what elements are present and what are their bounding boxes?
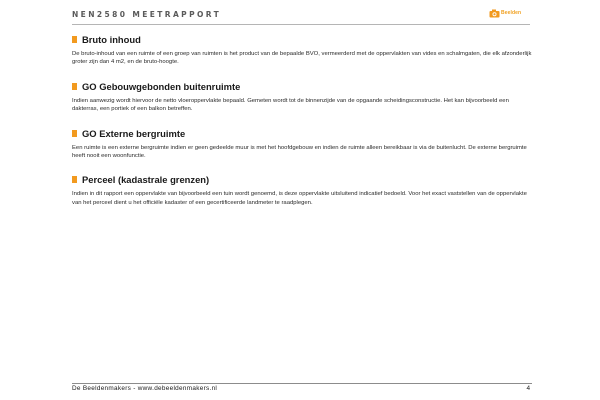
company-logo: [489, 8, 530, 19]
page-number: 4: [526, 385, 530, 392]
footer-company-url: De Beeldenmakers - www.debeeldenmakers.nl: [72, 385, 218, 392]
section-heading: [72, 173, 532, 187]
footer-divider: [72, 383, 532, 384]
section-title: Bruto inhoud: [82, 34, 141, 45]
page-header: [72, 10, 530, 24]
section-title: GO Externe bergruimte: [82, 127, 186, 139]
document-title: NEN2580 MEETRAPPORT: [72, 10, 222, 19]
orange-bullet-icon: [72, 176, 77, 183]
header-divider: [72, 24, 530, 25]
section-body: Een ruimte is een externe bergruimte indien er geen gedeelde muur is met het hoofdgebouw en indien de ruimte alleen bereikbaar is via de buitenlucht. De externe bergruimte heeft nooit een woonfunctie.: [72, 144, 527, 160]
section-bruto-inhoud: [72, 33, 532, 67]
orange-bullet-icon: [72, 83, 77, 90]
camera-icon: [489, 9, 500, 18]
section-heading: [72, 33, 532, 47]
logo-wordmark: Beelden: [501, 10, 522, 16]
section-perceel: [72, 173, 532, 207]
orange-bullet-icon: [72, 130, 77, 137]
section-body: Indien aanwezig wordt hiervoor de netto vloeroppervlakte bepaald. Gemeten wordt tot de binnenzijde van de opgaande scheidingsconstructie. Het kan bijvoorbeeld een dakterras, een portiek of een balkon betreffen.: [72, 97, 509, 113]
section-externe-bergruimte: [72, 127, 532, 161]
report-content: [72, 33, 532, 220]
section-body: De bruto-inhoud van een ruimte of een groep van ruimten is het product van de bepaalde BVO, vermeerderd met de oppervlakten van vides en schalmgaten, die elk afzonderlijk groter zijn dan 4 m2, en de bruto-hoogte.: [72, 51, 532, 66]
section-heading: [72, 80, 532, 94]
section-heading: [72, 127, 532, 141]
section-body: Indien in dit rapport een oppervlakte van bijvoorbeeld een tuin wordt genoemd, is deze oppervlakte uitsluitend indicatief bedoeld. Voor het exact vaststellen van de oppervlakte van het perceel dient u het officiële kadaster of een gecertificeerde landmeter te raadplegen.: [72, 191, 527, 206]
section-title: GO Gebouwgebonden buitenruimte: [82, 80, 241, 92]
section-gebouwgebonden-buitenruimte: [72, 80, 532, 114]
section-title: Perceel (kadastrale grenzen): [82, 174, 210, 186]
orange-bullet-icon: [72, 36, 77, 43]
